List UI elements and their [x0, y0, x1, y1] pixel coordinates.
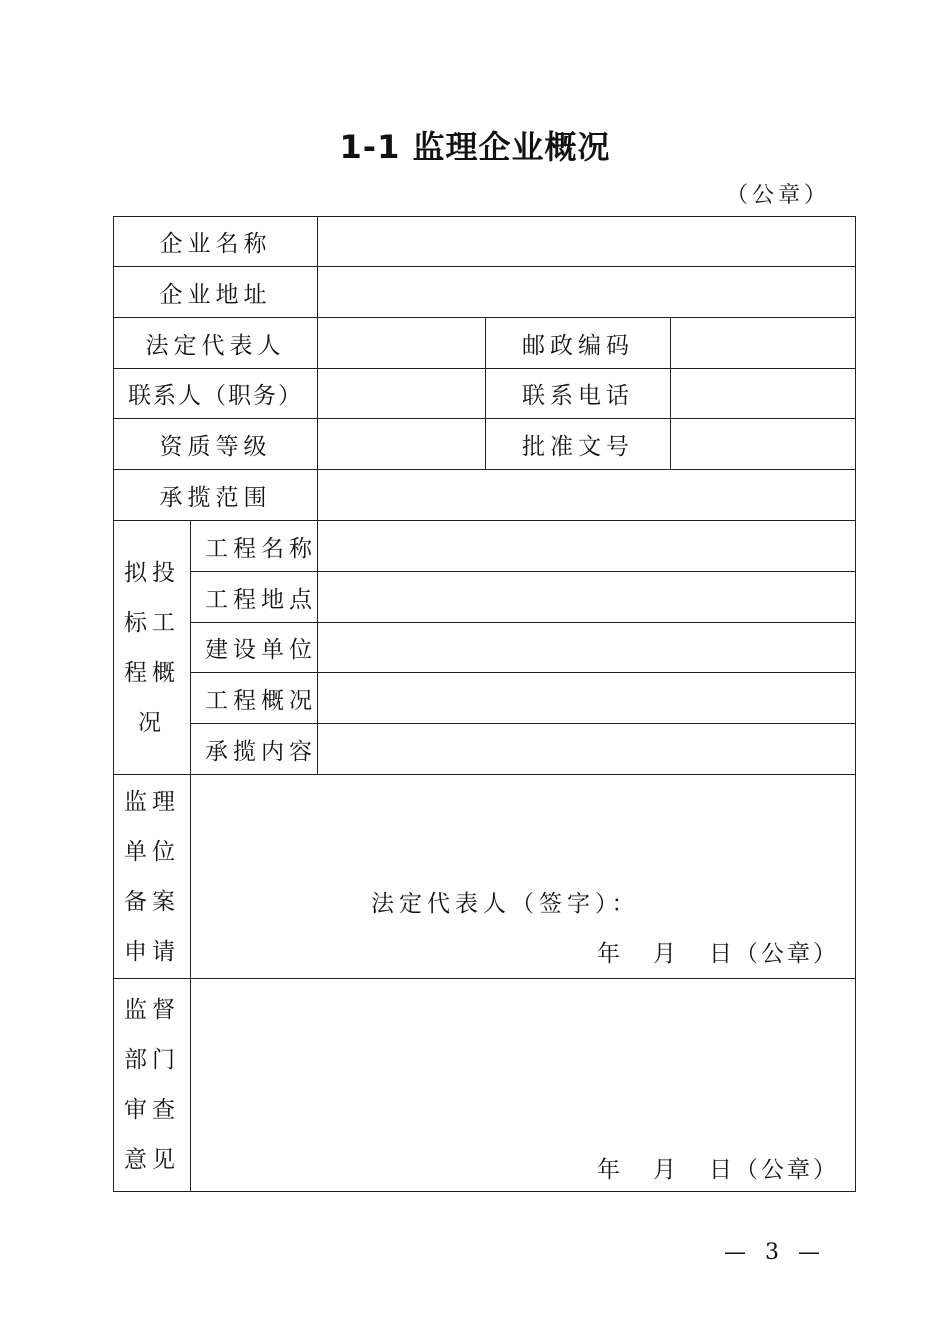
project-group-line: 程概 [124, 659, 180, 686]
field-project-content[interactable] [318, 724, 856, 775]
field-project-location[interactable] [318, 572, 856, 623]
page-number: — 3 — [724, 1240, 826, 1265]
label-qualification: 资质等级 [114, 419, 318, 470]
application-label-line: 备案 [124, 888, 180, 915]
page-title: 1-1 监理企业概况 [339, 128, 611, 166]
field-review[interactable] [191, 979, 856, 1192]
review-label-line: 意见 [124, 1147, 180, 1173]
application-label-line: 申请 [124, 938, 180, 965]
review-label-line: 监督 [124, 997, 180, 1023]
label-approval-no: 批准文号 [486, 419, 671, 470]
label-project-overview: 工程概况 [191, 673, 318, 724]
application-label-line: 单位 [124, 838, 180, 865]
review-label-line: 审查 [124, 1097, 180, 1123]
field-project-overview[interactable] [318, 673, 856, 724]
field-postal-code[interactable] [671, 318, 856, 369]
review-date-line [597, 1151, 839, 1184]
label-project-builder: 建设单位 [191, 623, 318, 673]
label-legal-rep: 法定代表人 [114, 318, 318, 369]
label-project-location: 工程地点 [191, 572, 318, 623]
label-contact-phone: 联系电话 [486, 369, 671, 419]
field-project-builder[interactable] [318, 623, 856, 673]
field-application[interactable] [191, 775, 856, 979]
field-approval-no[interactable] [671, 419, 856, 470]
review-label-line: 部门 [124, 1047, 180, 1073]
seal-note: （公章） [725, 183, 830, 208]
field-company-address[interactable] [318, 267, 856, 318]
application-date-line [597, 935, 839, 968]
day-seal-label: 日（公章） [709, 941, 840, 967]
label-review [114, 979, 191, 1192]
field-contact-phone[interactable] [671, 369, 856, 419]
month-label: 月 [653, 941, 680, 967]
project-group-line: 况 [138, 709, 166, 736]
field-company-name[interactable] [318, 217, 856, 267]
field-contact-person[interactable] [318, 369, 486, 419]
field-legal-rep[interactable] [318, 318, 486, 369]
enterprise-form [113, 216, 856, 1192]
project-group-line: 标工 [124, 609, 180, 636]
label-project-content: 承揽内容 [191, 724, 318, 775]
field-project-name[interactable] [318, 521, 856, 572]
label-project-group [114, 521, 191, 775]
label-company-name: 企业名称 [114, 217, 318, 267]
field-scope[interactable] [318, 470, 856, 521]
application-label-line: 监理 [124, 788, 180, 815]
label-project-name: 工程名称 [191, 521, 318, 572]
project-group-line: 拟投 [124, 559, 180, 586]
year-label: 年 [597, 1157, 624, 1183]
label-postal-code: 邮政编码 [486, 318, 671, 369]
label-contact-person: 联系人（职务） [114, 369, 318, 419]
year-label: 年 [597, 941, 624, 967]
label-application [114, 775, 191, 979]
month-label: 月 [653, 1157, 680, 1183]
signature-line: 法定代表人（签字）： [371, 891, 640, 917]
label-company-address: 企业地址 [114, 267, 318, 318]
day-seal-label: 日（公章） [709, 1157, 840, 1183]
field-qualification[interactable] [318, 419, 486, 470]
label-scope: 承揽范围 [114, 470, 318, 521]
